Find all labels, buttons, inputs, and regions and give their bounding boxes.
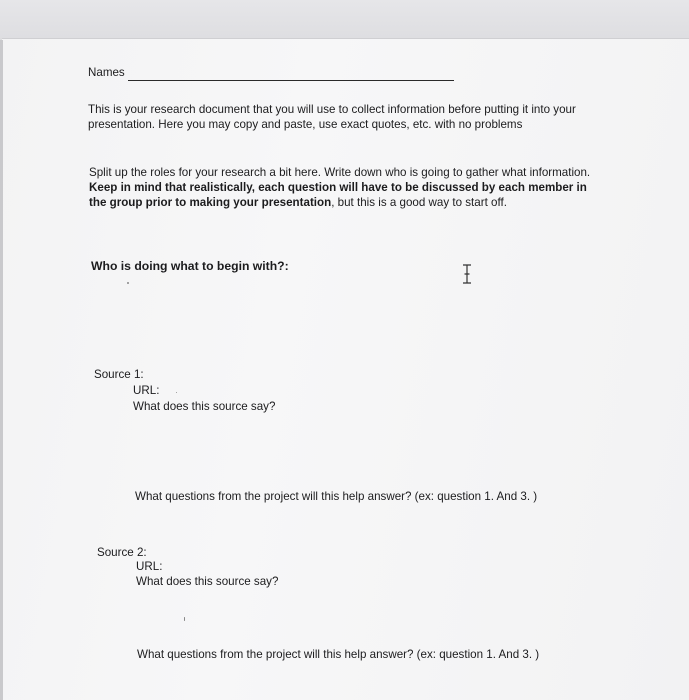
roles-text-2: , but this is a good way to start off. — [331, 196, 507, 209]
page-edge — [0, 40, 3, 700]
source-2-url-label: URL: — [136, 560, 163, 573]
intro-paragraph: This is your research document that you will use to collect information before putting it into your presentation. Here you may copy and paste, use exact quotes, etc. with no problems — [88, 103, 576, 131]
source-1-label: Source 1: — [94, 368, 144, 381]
who-heading: Who is doing what to begin with?: — [91, 259, 289, 273]
names-input-line[interactable] — [128, 80, 454, 81]
speck — [127, 282, 129, 284]
source-2-say-label: What does this source say? — [136, 575, 279, 588]
source-1-say-label: What does this source say? — [133, 400, 276, 413]
source-1-url-label: URL: — [133, 384, 160, 397]
roles-text-1: Split up the roles for your research a bit here. Write down who is going to gather what information. — [89, 166, 591, 179]
top-margin — [0, 0, 689, 38]
speck — [176, 392, 177, 393]
speck — [184, 617, 185, 621]
roles-paragraph — [89, 165, 597, 210]
roles-text-bold: Keep in mind that realistically, each question will have to be discussed by each member in the group prior to making your presentation — [89, 181, 587, 209]
source-2-label: Source 2: — [97, 546, 147, 559]
source-1-question: What questions from the project will this help answer? (ex: question 1. And 3. ) — [135, 490, 538, 503]
source-2-question: What questions from the project will this help answer? (ex: question 1. And 3. ) — [137, 648, 540, 661]
names-label: Names — [88, 66, 125, 79]
text-cursor-icon — [461, 264, 473, 284]
